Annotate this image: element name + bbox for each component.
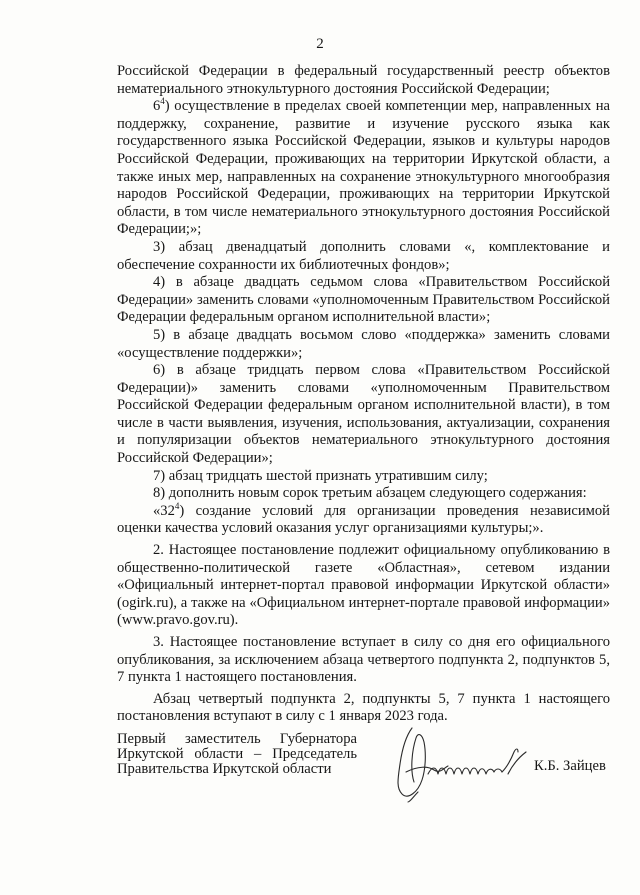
handwritten-signature (388, 722, 538, 804)
document-body (117, 63, 610, 726)
title-word: – (254, 746, 262, 762)
title-word: Иркутской (117, 746, 184, 762)
title-word: Первый (117, 731, 166, 747)
item-superscript: 4 (160, 96, 165, 107)
signatory-title-line-2 (117, 747, 357, 762)
signature-stroke (398, 728, 425, 796)
signer-name: К.Б. Зайцев (534, 758, 606, 774)
quote-number: «32 (153, 502, 175, 519)
signature-stroke (428, 768, 502, 774)
paragraph-item-5: 5) в абзаце двадцать восьмом слово «поддержка» заменить словами «осуществление поддержки»; (117, 326, 610, 361)
title-word: Губернатора (279, 731, 357, 747)
paragraph-item-7: 7) абзац тридцать шестой признать утратившим силу; (153, 467, 488, 484)
title-word: заместитель (184, 731, 261, 747)
title-word: области (194, 746, 244, 762)
paragraph-item-8: 8) дополнить новым сорок третьим абзацем следующего содержания: (153, 485, 587, 502)
paragraph-item-6-4 (117, 98, 610, 239)
paragraph-point-3: 3. Настоящее постановление вступает в силу со дня его официального опубликования, за исключением абзаца четвертого подпункта 2, подпунктов 5, 7 пункта 1 настоящего постановления. (117, 634, 610, 686)
signatory-title (117, 732, 357, 777)
signatory-title-line-3: Правительства Иркутской области (117, 761, 332, 777)
paragraph: Российской Федерации в федеральный государственный реестр объектов нематериального этнокультурного достояния Российской Федерации; (117, 63, 610, 97)
signature-stroke (508, 752, 526, 774)
signature-stroke (502, 749, 518, 772)
page-number: 2 (316, 36, 324, 52)
paragraph-point-2: 2. Настоящее постановление подлежит официальному опубликованию в общественно-политической газете «Областная», сетевом издании «Официальный интернет-портал правовой информации Иркутской области» (ogirk.ru), а также на «Официальном интернет-портале правовой информации» (www.pravo.gov.ru). (117, 542, 610, 629)
item-text: ) осуществление в пределах своей компетенции мер, направленных на поддержку, сохранение, развитие и изучение русского языка как государственного языка Российской Федерации, языков и культуры народов Российской Федерации, проживающих на территории Иркутской области, а также иных мер, направленных на сохранение этнокультурного многообразия народов Российской Федерации, проживающих на территории Иркутской области, в том числе нематериального этнокультурного достояния Российской Федерации;»; (117, 98, 610, 238)
paragraph-quote-32-4 (117, 500, 610, 538)
paragraph-effective-date: Абзац четвертый подпункта 2, подпункты 5, 7 пункта 1 настоящего постановления вступают в силу с 1 января 2023 года. (117, 690, 610, 725)
signatory-title-line-1 (117, 732, 357, 747)
quote-superscript: 4 (174, 500, 180, 511)
title-word: Председатель (272, 746, 357, 762)
paragraph-item-4: 4) в абзаце двадцать седьмом слова «Правительством Российской Федерации» заменить словами «уполномоченным Правительством Российской Федерации федеральным органом исполнительной власти»; (117, 274, 610, 326)
item-number: 6 (153, 98, 161, 115)
paragraph-item-6: 6) в абзаце тридцать первом слова «Правительством Российской Федерации)» заменить словами «уполномоченным Правительством Российской Федерации федеральным органом исполнительной власти), в том числе в части выявления, изучения, использования, актуализации, сохранения и популяризации объектов нематериального этнокультурного достояния Российской Федерации»; (117, 362, 610, 467)
paragraph-item-3: 3) абзац двенадцатый дополнить словами «, комплектование и обеспечение сохранности их библиотечных фондов»; (117, 238, 610, 273)
quote-text: ) создание условий для организации проведения независимой оценки качества условий оказания услуг организациями культуры;». (117, 502, 610, 537)
